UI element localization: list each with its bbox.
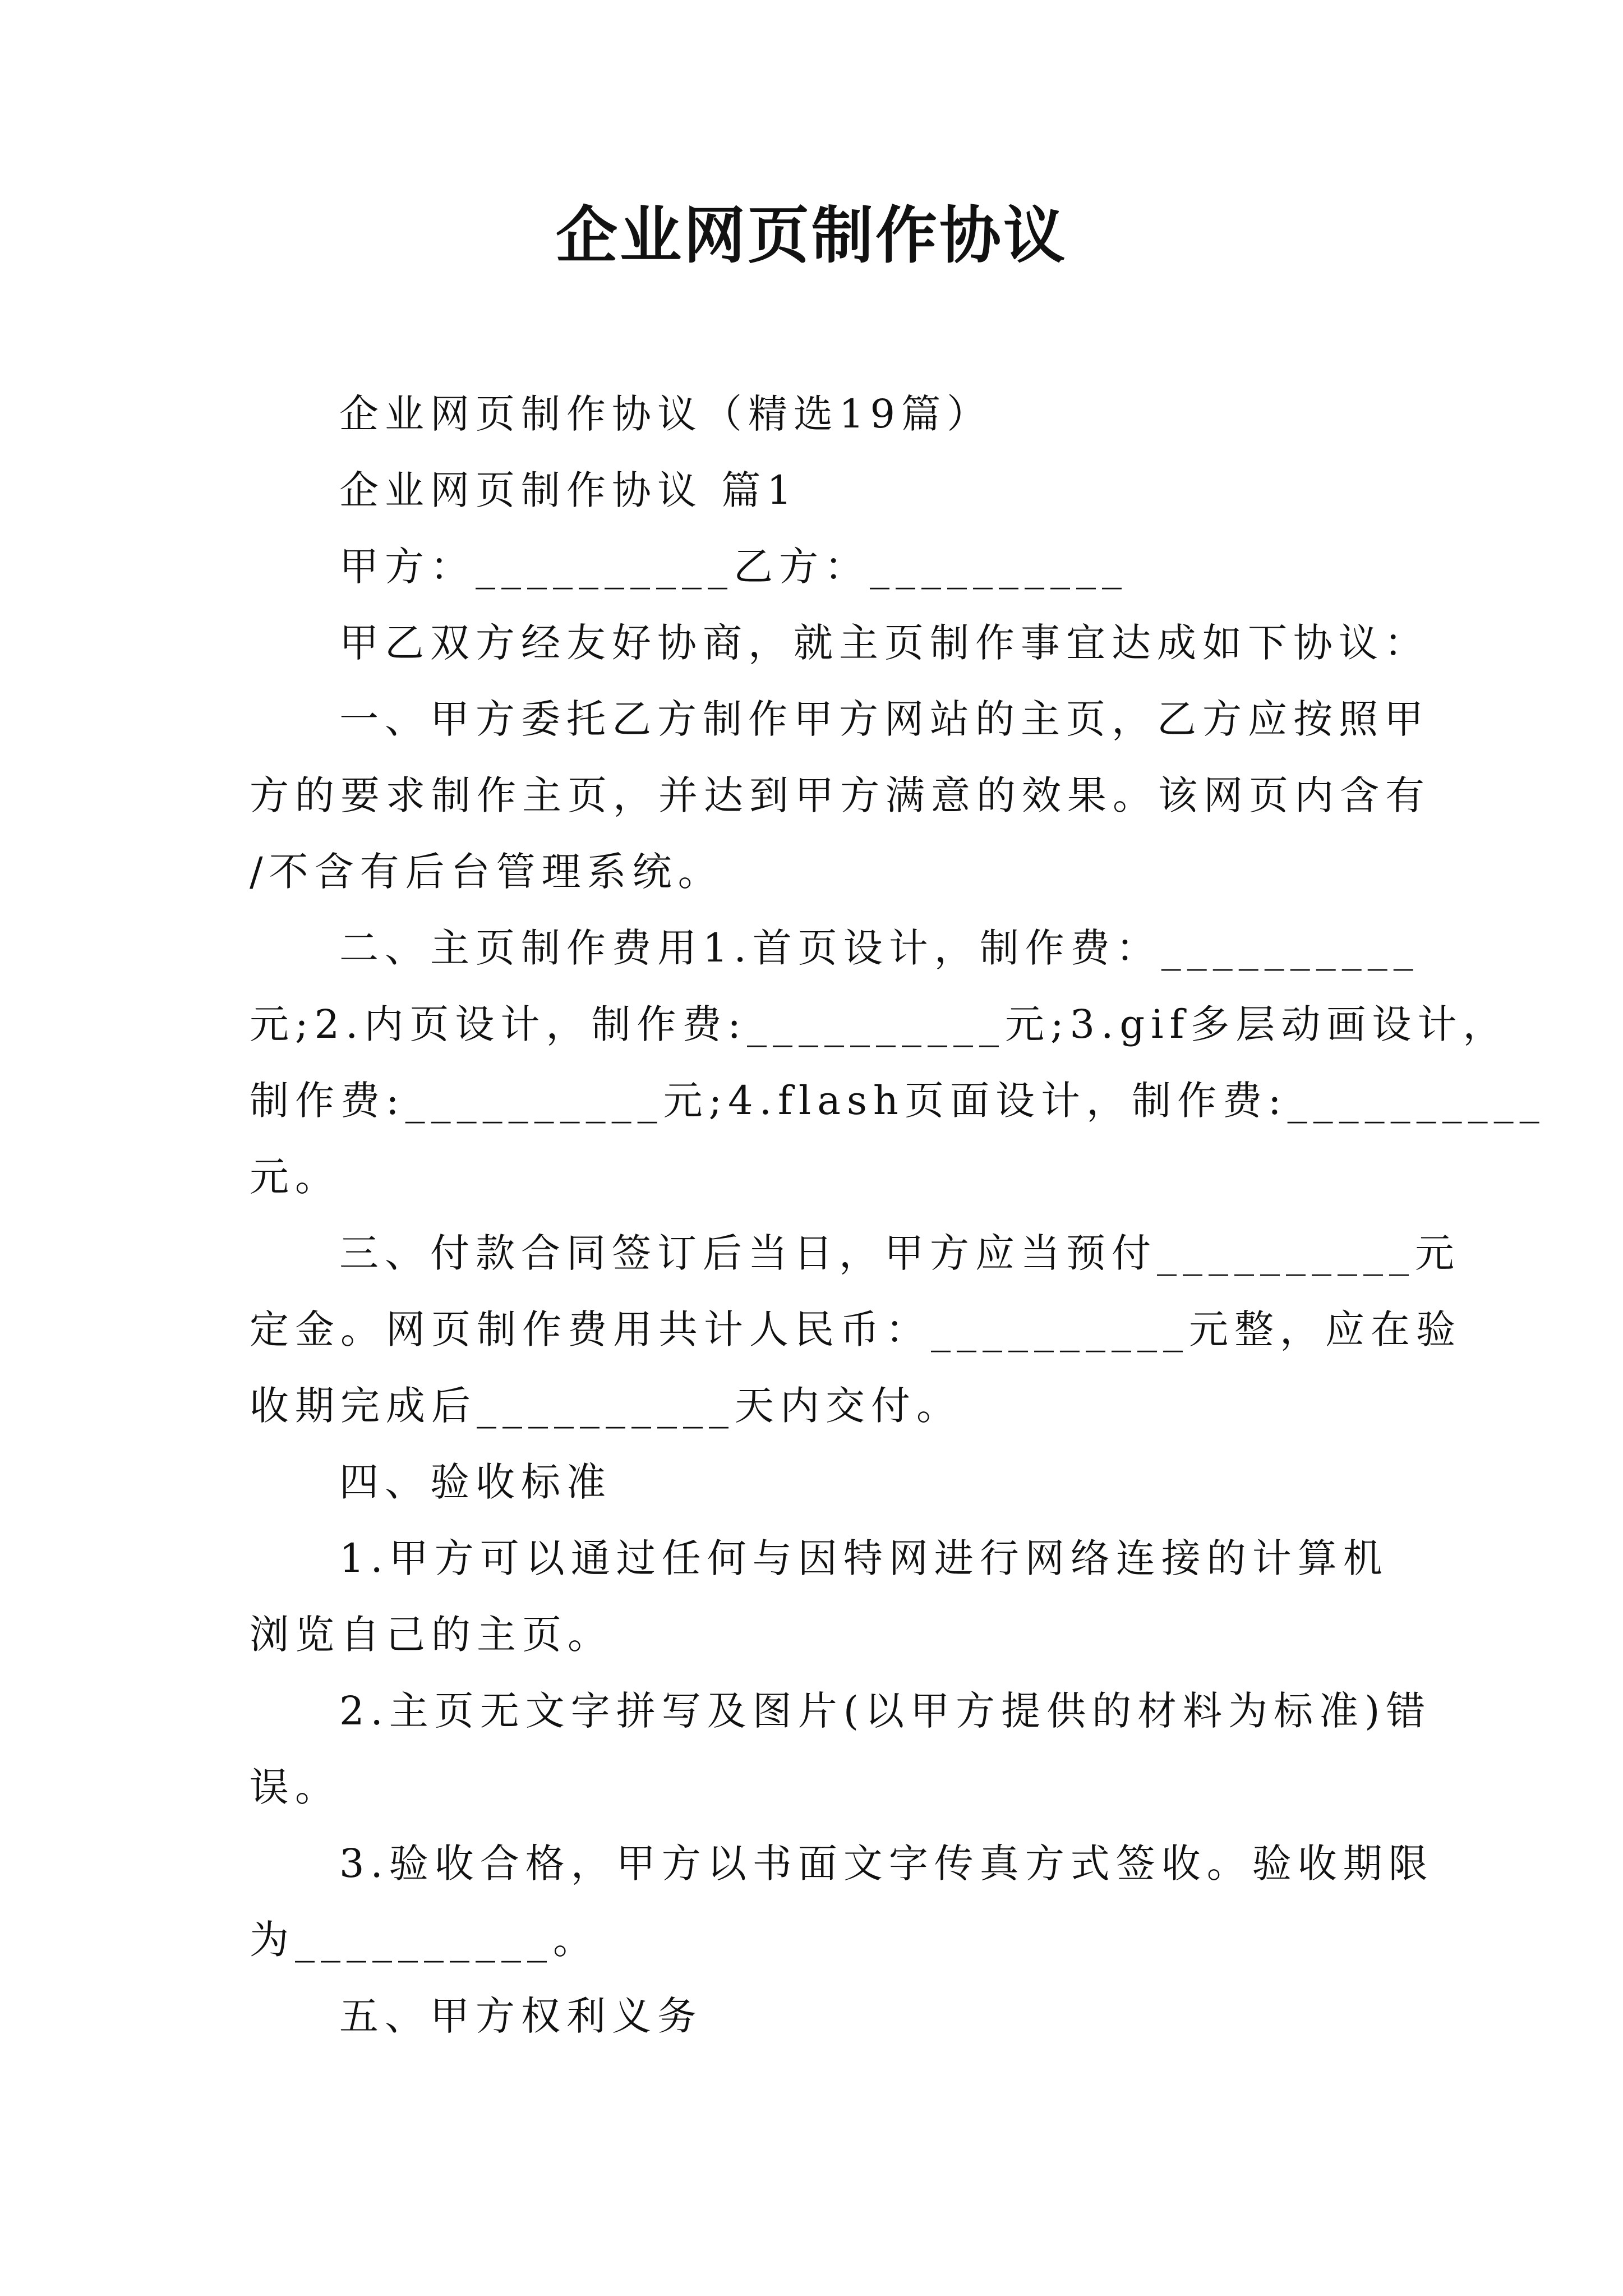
section-heading: 四、验收标准 xyxy=(339,1459,612,1505)
paragraph-line: 浏览自己的主页。 xyxy=(250,1612,613,1658)
paragraph-line: 收期完成后__________天内交付。 xyxy=(250,1383,962,1429)
paragraph-line: 三、付款合同签订后当日，甲方应当预付__________元 xyxy=(339,1230,1460,1276)
paragraph-line: 甲方：__________乙方：__________ xyxy=(339,544,1128,590)
paragraph-line: 甲乙双方经友好协商，就主页制作事宜达成如下协议： xyxy=(339,620,1430,666)
paragraph-line: 为__________。 xyxy=(250,1917,598,1963)
paragraph-line: 一、甲方委托乙方制作甲方网站的主页，乙方应按照甲 xyxy=(339,696,1430,742)
paragraph-line: 误。 xyxy=(250,1764,340,1810)
paragraph-line: 3.验收合格，甲方以书面文字传真方式签收。验收期限 xyxy=(339,1841,1434,1887)
paragraph-line: 企业网页制作协议（精选19篇） xyxy=(339,391,993,437)
paragraph-line: 定金。网页制作费用共计人民币：__________元整，应在验 xyxy=(250,1306,1461,1352)
paragraph-line: 元;2.内页设计，制作费:__________元;3.gif多层动画设计， xyxy=(250,1001,1509,1047)
document-title: 企业网页制作协议 xyxy=(556,199,1067,272)
paragraph-line: 2.主页无文字拼写及图片(以甲方提供的材料为标准)错 xyxy=(339,1688,1432,1734)
paragraph-line: 元。 xyxy=(250,1154,340,1200)
document-body xyxy=(250,376,1546,2054)
section-heading: 五、甲方权利义务 xyxy=(339,1993,703,2039)
paragraph-line: 1.甲方可以通过任何与因特网进行网络连接的计算机 xyxy=(339,1535,1389,1581)
paragraph-line: /不含有后台管理系统。 xyxy=(250,849,723,895)
paragraph-line: 企业网页制作协议 篇1 xyxy=(339,467,798,513)
paragraph-line: 方的要求制作主页，并达到甲方满意的效果。该网页内含有 xyxy=(250,772,1431,818)
paragraph-line: 制作费:__________元;4.flash页面设计，制作费:__________ xyxy=(250,1078,1546,1124)
paragraph-line: 二、主页制作费用1.首页设计，制作费：__________ xyxy=(339,925,1419,971)
